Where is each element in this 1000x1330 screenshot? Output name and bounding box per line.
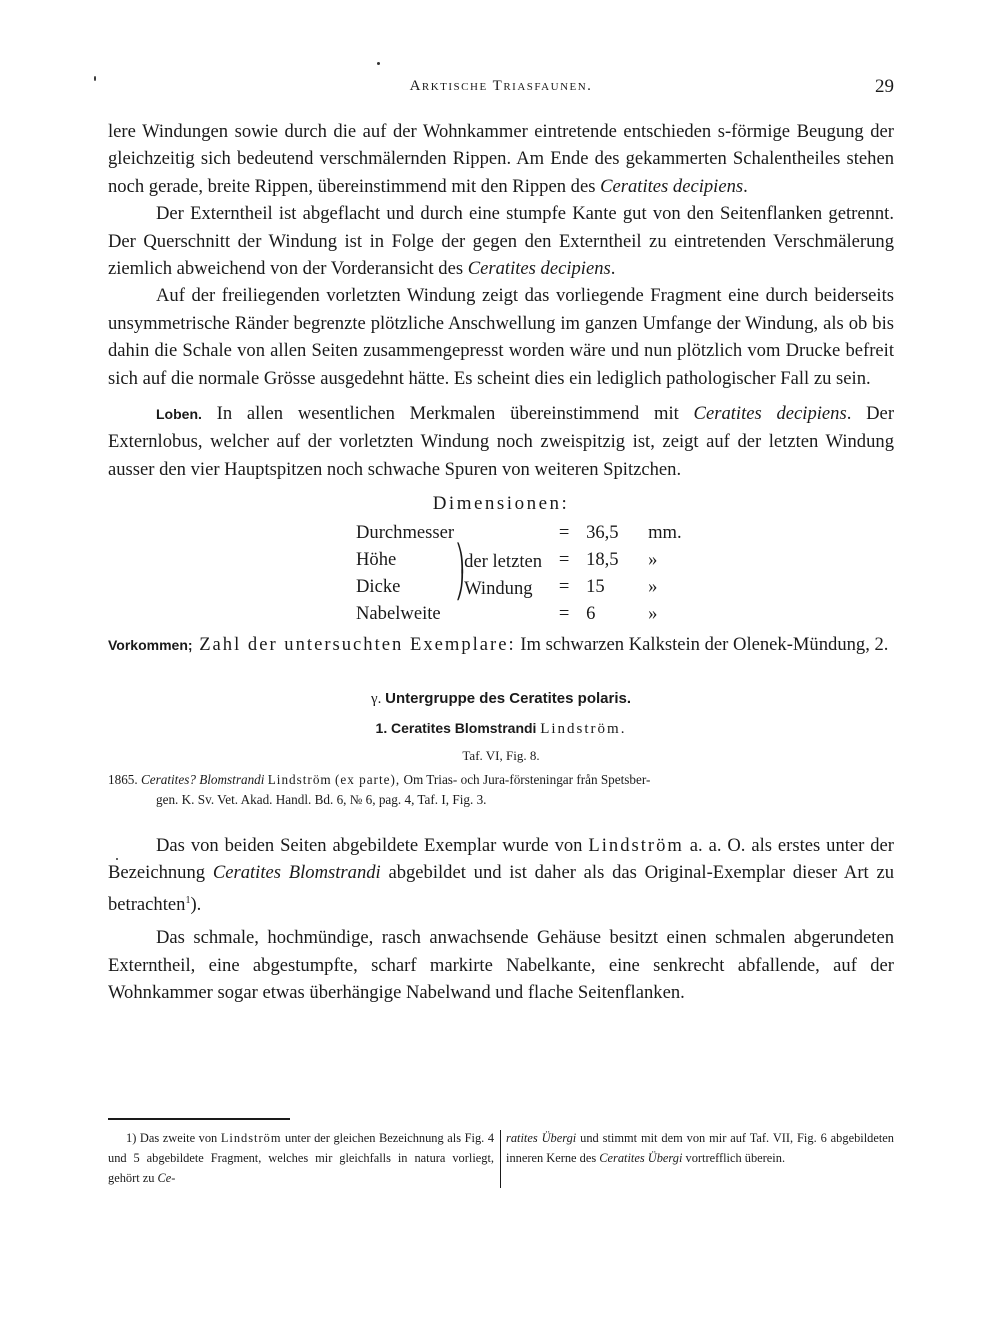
table-row [356, 600, 682, 627]
dimension-qualifier [454, 519, 542, 546]
species-number: 1. [375, 719, 388, 736]
species-title: Ceratites Blomstrandi [390, 719, 537, 736]
dimension-qualifier: der letzten [464, 551, 543, 573]
species-name: Ce- [157, 1171, 176, 1185]
page-number: 29 [875, 76, 894, 97]
paragraph-text: . Der Externlobus, welcher auf der vorletzten Windung noch zweispitzig ist, zeigt auf der letzten Windung ausser den vier Hauptspitzen noch schwache Spuren von weiteren Spitzchen. [108, 403, 895, 480]
paragraph-text: a. a. O. als erstes unter der Bezeichnung [108, 834, 894, 884]
species-name: Ceratites Blomstrandi [212, 862, 381, 884]
dimension-qualifier [454, 600, 542, 627]
dimension-unit: mm. [648, 521, 682, 543]
column-divider [500, 1130, 501, 1188]
paragraph-vorkommen [108, 631, 894, 659]
dimension-qualifier-cell [454, 546, 542, 573]
paragraph-text: Der Externtheil ist abgeflacht und durch eine stumpfe Kante gut von den Seitenflanken getrennt. Der Querschnitt der Windung ist in Folge der gegen den Externtheil zu eintretenden Verschmälerung ziemlich abweichend von der Vorderansicht des [108, 203, 894, 280]
dimension-qualifier-cell [454, 573, 542, 600]
footnotes [108, 1128, 894, 1194]
running-title: Arktische Triasfaunen. [409, 78, 593, 94]
dimension-unit: » [648, 602, 658, 624]
equals-sign: = [558, 548, 570, 570]
paragraph-original-specimen [108, 832, 894, 918]
footnote-text: vortrefflich überein. [682, 1151, 786, 1165]
synonymy-entry [108, 770, 894, 810]
scan-speck [94, 76, 96, 81]
table-row [356, 546, 682, 573]
footnote-reference: 1 [185, 894, 191, 906]
species-heading [108, 720, 894, 738]
dimension-value: 6 [586, 602, 596, 624]
punctuation: . [610, 258, 616, 280]
dimension-unit: » [648, 548, 658, 570]
paragraph-text: abgebildet und ist daher als das Original-Exemplar dieser Art zu betrachten [108, 862, 895, 915]
body-text [108, 118, 894, 1006]
subgroup-heading [108, 690, 894, 708]
paragraph-externtheil [108, 200, 894, 282]
dimension-qualifier: Windung [464, 578, 533, 600]
scan-speck [116, 858, 118, 860]
footnote-text: unter der gleichen Bezeichnung als Fig. 4 und 5 abgebildete Fragment, welches mir gleichfalls in natura vorliegt, gehört zu [108, 1131, 495, 1185]
synonymy-year: 1865. [108, 771, 138, 787]
dimension-unit: » [648, 575, 658, 597]
scan-speck [377, 62, 380, 65]
table-row [356, 519, 682, 546]
dimensions-title: Dimensionen: [432, 493, 570, 515]
brace-icon: ⎠ [455, 571, 465, 601]
dimensions-table [356, 519, 682, 627]
equals-sign: = [558, 602, 570, 624]
paragraph-text: Im schwarzen Kalkstein der Olenek-Mündung, 2. [515, 634, 889, 656]
paragraph-shell-description: Das schmale, hochmündige, rasch anwachsende Gehäuse besitzt einen schmalen abgerundeten Externtheil, eine abgestumpfte, scharf markirte Nabelkante, eine senkrecht abfallende, auf der Wohnkammer sogar etwas überhängige Nabelwand und flache Seitenflanken. [108, 927, 894, 1003]
synonymy-line: gen. K. Sv. Vet. Akad. Handl. Bd. 6, № 6, pag. 4, Taf. I, Fig. 3. [156, 791, 487, 807]
paragraph-pathological: Auf der freiliegenden vorletzten Windung zeigt das vorliegende Fragment eine durch beiderseits unsymmetrische Ränder begrenzte plötzliche Anschwellung im ganzen Umfange der Windung, als ob bis dahin die Schale von allen Seiten zusammengepresst worden wäre und nun plötzlich vom Drucke befreit sich auf die normale Grösse ausgedehnt hätte. Es scheint dies ein lediglich pathologischer Fall zu sein. [108, 285, 894, 389]
equals-sign: = [558, 521, 570, 543]
subgroup-title: Untergruppe des Ceratites polaris. [385, 689, 632, 707]
footnote-right-column [506, 1128, 894, 1168]
species-name: Ceratites decipiens [467, 258, 611, 280]
equals-sign: = [558, 575, 570, 597]
footnote-rule [108, 1118, 290, 1120]
paragraph-text: In allen wesentlichen Merkmalen übereinstimmend mit [201, 403, 694, 425]
footnote-left-column [108, 1128, 494, 1188]
paragraph-loben [108, 400, 894, 483]
dimension-value: 15 [586, 575, 605, 597]
synonymy-note: (ex parte), [334, 771, 401, 787]
subgroup-letter: γ. [370, 690, 382, 707]
dimension-label: Höhe [356, 548, 397, 570]
paragraph-ribs [108, 118, 894, 200]
species-name: Ceratites Übergi [599, 1151, 683, 1165]
species-name: Ceratites? Blomstrandi [140, 771, 265, 787]
punctuation: ). [190, 893, 202, 915]
spaced-text: Zahl der untersuchten Exemplare: [192, 634, 516, 656]
footnote-text: und stimmt mit dem von mir auf Taf. VII, Fig. 6 abgebildeten inneren Kerne des [506, 1131, 894, 1165]
table-row [356, 573, 682, 600]
punctuation: . [743, 175, 748, 197]
synonymy-line [108, 770, 894, 790]
section-label: Loben. [156, 406, 202, 423]
footnote-marker: 1) [126, 1131, 137, 1145]
footnote-text: Das zweite von [136, 1131, 221, 1145]
plate-reference: Taf. VI, Fig. 8. [462, 747, 540, 763]
species-name: ratites Übergi [506, 1131, 577, 1145]
brace-icon: ⎞ [455, 544, 465, 574]
paragraph-text: lere Windungen sowie durch die auf der Wohnkammer eintretende entschieden s-förmige Beugung der gleichzeitig sich bedeutend verschmälernden Rippen. Am Ende des gekammerten Schalentheiles stehen noch gerade, breite Rippen, übereinstimmend mit den Rippen des [108, 121, 894, 197]
species-name: Ceratites decipiens [600, 175, 744, 197]
synonymy-text: Om Trias- och Jura-försteningar från Spetsber- [400, 771, 651, 787]
paragraph-text: Das von beiden Seiten abgebildete Exemplar wurde von [156, 834, 589, 856]
synonymy-author: Lindström [267, 771, 332, 787]
page-header [108, 76, 894, 102]
dimension-label: Dicke [356, 575, 401, 597]
section-label: Vorkommen; [108, 637, 193, 654]
author-name: Lindström [220, 1131, 282, 1145]
dimension-value: 36,5 [586, 521, 619, 543]
dimension-value: 18,5 [586, 548, 619, 570]
dimension-label: Durchmesser [356, 521, 455, 543]
species-author: Lindström. [540, 720, 627, 737]
dimension-label: Nabelweite [356, 602, 441, 624]
species-name: Ceratites decipiens [693, 403, 847, 425]
author-name: Lindström [588, 834, 684, 856]
